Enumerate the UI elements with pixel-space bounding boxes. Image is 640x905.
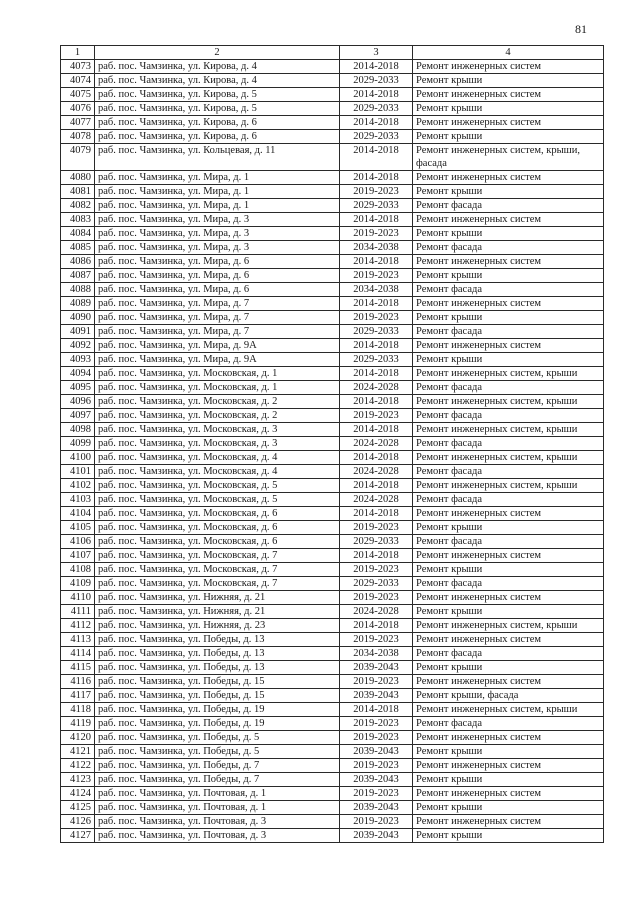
address-cell: раб. пос. Чамзинка, ул. Московская, д. 7 <box>95 577 340 591</box>
period-cell: 2014-2018 <box>340 507 413 521</box>
period-cell: 2019-2023 <box>340 633 413 647</box>
row-number: 4124 <box>61 787 95 801</box>
column-header-work-type: 4 <box>413 46 604 60</box>
row-number: 4087 <box>61 269 95 283</box>
period-cell: 2029-2033 <box>340 199 413 213</box>
work-type-cell: Ремонт инженерных систем <box>413 549 604 563</box>
address-cell: раб. пос. Чамзинка, ул. Кирова, д. 5 <box>95 102 340 116</box>
work-type-cell: Ремонт инженерных систем, крыши <box>413 367 604 381</box>
work-type-cell: Ремонт инженерных систем <box>413 815 604 829</box>
work-type-cell: Ремонт крыши <box>413 801 604 815</box>
work-type-cell: Ремонт фасада <box>413 241 604 255</box>
table-row <box>61 269 604 283</box>
period-cell: 2014-2018 <box>340 88 413 102</box>
row-number: 4095 <box>61 381 95 395</box>
row-number: 4084 <box>61 227 95 241</box>
work-type-cell: Ремонт крыши <box>413 74 604 88</box>
address-cell: раб. пос. Чамзинка, ул. Мира, д. 9А <box>95 339 340 353</box>
period-cell: 2019-2023 <box>340 563 413 577</box>
address-cell: раб. пос. Чамзинка, ул. Мира, д. 1 <box>95 171 340 185</box>
column-header-number: 1 <box>61 46 95 60</box>
table-row <box>61 591 604 605</box>
row-number: 4101 <box>61 465 95 479</box>
row-number: 4080 <box>61 171 95 185</box>
address-cell: раб. пос. Чамзинка, ул. Почтовая, д. 1 <box>95 787 340 801</box>
work-type-cell: Ремонт фасада <box>413 577 604 591</box>
table-row <box>61 815 604 829</box>
period-cell: 2019-2023 <box>340 311 413 325</box>
period-cell: 2019-2023 <box>340 269 413 283</box>
address-cell: раб. пос. Чамзинка, ул. Московская, д. 3 <box>95 437 340 451</box>
address-cell: раб. пос. Чамзинка, ул. Кольцевая, д. 11 <box>95 144 340 171</box>
address-cell: раб. пос. Чамзинка, ул. Почтовая, д. 3 <box>95 829 340 843</box>
work-type-cell: Ремонт крыши <box>413 521 604 535</box>
address-cell: раб. пос. Чамзинка, ул. Московская, д. 4 <box>95 465 340 479</box>
period-cell: 2029-2033 <box>340 74 413 88</box>
table-row <box>61 759 604 773</box>
table-row <box>61 745 604 759</box>
table-row <box>61 325 604 339</box>
work-type-cell: Ремонт инженерных систем <box>413 60 604 74</box>
work-type-cell: Ремонт фасада <box>413 717 604 731</box>
row-number: 4088 <box>61 283 95 297</box>
address-cell: раб. пос. Чамзинка, ул. Победы, д. 19 <box>95 703 340 717</box>
row-number: 4089 <box>61 297 95 311</box>
address-cell: раб. пос. Чамзинка, ул. Мира, д. 3 <box>95 213 340 227</box>
work-type-cell: Ремонт крыши, фасада <box>413 689 604 703</box>
period-cell: 2029-2033 <box>340 353 413 367</box>
work-type-cell: Ремонт фасада <box>413 493 604 507</box>
table-row <box>61 731 604 745</box>
table-row <box>61 717 604 731</box>
row-number: 4126 <box>61 815 95 829</box>
table-row <box>61 605 604 619</box>
period-cell: 2019-2023 <box>340 731 413 745</box>
row-number: 4090 <box>61 311 95 325</box>
address-cell: раб. пос. Чамзинка, ул. Московская, д. 5 <box>95 479 340 493</box>
period-cell: 2024-2028 <box>340 437 413 451</box>
period-cell: 2014-2018 <box>340 479 413 493</box>
table-row <box>61 199 604 213</box>
period-cell: 2014-2018 <box>340 144 413 171</box>
period-cell: 2024-2028 <box>340 493 413 507</box>
row-number: 4091 <box>61 325 95 339</box>
row-number: 4117 <box>61 689 95 703</box>
table-row <box>61 144 604 171</box>
address-cell: раб. пос. Чамзинка, ул. Почтовая, д. 1 <box>95 801 340 815</box>
address-cell: раб. пос. Чамзинка, ул. Московская, д. 3 <box>95 423 340 437</box>
work-type-cell: Ремонт крыши <box>413 130 604 144</box>
table-row <box>61 395 604 409</box>
row-number: 4078 <box>61 130 95 144</box>
period-cell: 2019-2023 <box>340 591 413 605</box>
period-cell: 2034-2038 <box>340 283 413 297</box>
period-cell: 2029-2033 <box>340 130 413 144</box>
row-number: 4086 <box>61 255 95 269</box>
period-cell: 2019-2023 <box>340 409 413 423</box>
row-number: 4102 <box>61 479 95 493</box>
table-row <box>61 185 604 199</box>
work-type-cell: Ремонт инженерных систем, крыши <box>413 619 604 633</box>
table-row <box>61 227 604 241</box>
row-number: 4075 <box>61 88 95 102</box>
period-cell: 2039-2043 <box>340 801 413 815</box>
work-type-cell: Ремонт инженерных систем <box>413 116 604 130</box>
period-cell: 2024-2028 <box>340 381 413 395</box>
table-row <box>61 479 604 493</box>
address-cell: раб. пос. Чамзинка, ул. Мира, д. 6 <box>95 255 340 269</box>
address-cell: раб. пос. Чамзинка, ул. Московская, д. 6 <box>95 535 340 549</box>
row-number: 4123 <box>61 773 95 787</box>
address-cell: раб. пос. Чамзинка, ул. Кирова, д. 4 <box>95 60 340 74</box>
work-type-cell: Ремонт инженерных систем <box>413 297 604 311</box>
table-row <box>61 213 604 227</box>
table-row <box>61 283 604 297</box>
table-row <box>61 116 604 130</box>
table-row <box>61 171 604 185</box>
table-row <box>61 451 604 465</box>
address-cell: раб. пос. Чамзинка, ул. Победы, д. 7 <box>95 773 340 787</box>
table-row <box>61 437 604 451</box>
table-row <box>61 102 604 116</box>
work-type-cell: Ремонт крыши <box>413 269 604 283</box>
period-cell: 2014-2018 <box>340 367 413 381</box>
period-cell: 2039-2043 <box>340 773 413 787</box>
row-number: 4122 <box>61 759 95 773</box>
table-row <box>61 549 604 563</box>
address-cell: раб. пос. Чамзинка, ул. Мира, д. 3 <box>95 227 340 241</box>
address-cell: раб. пос. Чамзинка, ул. Нижняя, д. 21 <box>95 605 340 619</box>
address-cell: раб. пос. Чамзинка, ул. Победы, д. 13 <box>95 633 340 647</box>
table-row <box>61 535 604 549</box>
row-number: 4100 <box>61 451 95 465</box>
work-type-cell: Ремонт фасада <box>413 381 604 395</box>
row-number: 4116 <box>61 675 95 689</box>
period-cell: 2034-2038 <box>340 647 413 661</box>
table-row <box>61 339 604 353</box>
work-type-cell: Ремонт инженерных систем <box>413 88 604 102</box>
work-type-cell: Ремонт фасада <box>413 199 604 213</box>
address-cell: раб. пос. Чамзинка, ул. Московская, д. 7 <box>95 563 340 577</box>
work-type-cell: Ремонт инженерных систем, крыши <box>413 423 604 437</box>
row-number: 4099 <box>61 437 95 451</box>
table-row <box>61 787 604 801</box>
row-number: 4081 <box>61 185 95 199</box>
table-row <box>61 88 604 102</box>
table-row <box>61 577 604 591</box>
period-cell: 2014-2018 <box>340 213 413 227</box>
work-type-cell: Ремонт крыши <box>413 745 604 759</box>
work-type-cell: Ремонт инженерных систем <box>413 787 604 801</box>
address-cell: раб. пос. Чамзинка, ул. Мира, д. 7 <box>95 297 340 311</box>
address-cell: раб. пос. Чамзинка, ул. Мира, д. 3 <box>95 241 340 255</box>
table-row <box>61 423 604 437</box>
period-cell: 2019-2023 <box>340 815 413 829</box>
row-number: 4108 <box>61 563 95 577</box>
address-cell: раб. пос. Чамзинка, ул. Московская, д. 1 <box>95 381 340 395</box>
row-number: 4113 <box>61 633 95 647</box>
period-cell: 2014-2018 <box>340 297 413 311</box>
row-number: 4094 <box>61 367 95 381</box>
work-type-cell: Ремонт крыши <box>413 353 604 367</box>
address-cell: раб. пос. Чамзинка, ул. Нижняя, д. 23 <box>95 619 340 633</box>
work-type-cell: Ремонт крыши <box>413 773 604 787</box>
work-type-cell: Ремонт крыши <box>413 185 604 199</box>
table-row <box>61 661 604 675</box>
work-type-cell: Ремонт фасада <box>413 437 604 451</box>
address-cell: раб. пос. Чамзинка, ул. Победы, д. 13 <box>95 647 340 661</box>
address-cell: раб. пос. Чамзинка, ул. Победы, д. 15 <box>95 689 340 703</box>
period-cell: 2014-2018 <box>340 60 413 74</box>
address-cell: раб. пос. Чамзинка, ул. Кирова, д. 5 <box>95 88 340 102</box>
address-cell: раб. пос. Чамзинка, ул. Кирова, д. 6 <box>95 116 340 130</box>
page-number: 81 <box>575 22 587 36</box>
address-cell: раб. пос. Чамзинка, ул. Победы, д. 13 <box>95 661 340 675</box>
work-type-cell: Ремонт инженерных систем, крыши <box>413 703 604 717</box>
table-row <box>61 74 604 88</box>
row-number: 4121 <box>61 745 95 759</box>
row-number: 4083 <box>61 213 95 227</box>
address-cell: раб. пос. Чамзинка, ул. Кирова, д. 6 <box>95 130 340 144</box>
period-cell: 2039-2043 <box>340 661 413 675</box>
work-type-cell: Ремонт крыши <box>413 605 604 619</box>
table-row <box>61 311 604 325</box>
work-type-cell: Ремонт крыши <box>413 102 604 116</box>
period-cell: 2014-2018 <box>340 619 413 633</box>
work-type-cell: Ремонт крыши <box>413 311 604 325</box>
period-cell: 2039-2043 <box>340 829 413 843</box>
table-row <box>61 353 604 367</box>
row-number: 4107 <box>61 549 95 563</box>
period-cell: 2029-2033 <box>340 325 413 339</box>
work-type-cell: Ремонт инженерных систем <box>413 213 604 227</box>
work-type-cell: Ремонт фасада <box>413 283 604 297</box>
row-number: 4111 <box>61 605 95 619</box>
row-number: 4104 <box>61 507 95 521</box>
row-number: 4097 <box>61 409 95 423</box>
work-type-cell: Ремонт инженерных систем <box>413 507 604 521</box>
row-number: 4076 <box>61 102 95 116</box>
table-row <box>61 563 604 577</box>
address-cell: раб. пос. Чамзинка, ул. Московская, д. 6 <box>95 521 340 535</box>
period-cell: 2019-2023 <box>340 521 413 535</box>
row-number: 4093 <box>61 353 95 367</box>
registry-table <box>60 45 604 843</box>
address-cell: раб. пос. Чамзинка, ул. Московская, д. 1 <box>95 367 340 381</box>
table-row <box>61 493 604 507</box>
table-row <box>61 521 604 535</box>
work-type-cell: Ремонт крыши <box>413 661 604 675</box>
address-cell: раб. пос. Чамзинка, ул. Победы, д. 7 <box>95 759 340 773</box>
table-row <box>61 130 604 144</box>
address-cell: раб. пос. Чамзинка, ул. Победы, д. 5 <box>95 731 340 745</box>
column-header-period: 3 <box>340 46 413 60</box>
address-cell: раб. пос. Чамзинка, ул. Нижняя, д. 21 <box>95 591 340 605</box>
column-header-address: 2 <box>95 46 340 60</box>
period-cell: 2014-2018 <box>340 423 413 437</box>
table-row <box>61 367 604 381</box>
period-cell: 2014-2018 <box>340 395 413 409</box>
table-row <box>61 773 604 787</box>
row-number: 4074 <box>61 74 95 88</box>
address-cell: раб. пос. Чамзинка, ул. Почтовая, д. 3 <box>95 815 340 829</box>
period-cell: 2019-2023 <box>340 787 413 801</box>
period-cell: 2039-2043 <box>340 689 413 703</box>
work-type-cell: Ремонт инженерных систем <box>413 255 604 269</box>
work-type-cell: Ремонт инженерных систем, крыши, фасада <box>413 144 604 171</box>
row-number: 4073 <box>61 60 95 74</box>
address-cell: раб. пос. Чамзинка, ул. Московская, д. 2 <box>95 409 340 423</box>
work-type-cell: Ремонт крыши <box>413 563 604 577</box>
work-type-cell: Ремонт фасада <box>413 465 604 479</box>
table-row <box>61 619 604 633</box>
table-row <box>61 633 604 647</box>
period-cell: 2014-2018 <box>340 549 413 563</box>
work-type-cell: Ремонт инженерных систем <box>413 731 604 745</box>
address-cell: раб. пос. Чамзинка, ул. Мира, д. 7 <box>95 325 340 339</box>
row-number: 4114 <box>61 647 95 661</box>
row-number: 4119 <box>61 717 95 731</box>
table-row <box>61 381 604 395</box>
work-type-cell: Ремонт инженерных систем, крыши <box>413 451 604 465</box>
table-row <box>61 675 604 689</box>
period-cell: 2014-2018 <box>340 255 413 269</box>
period-cell: 2029-2033 <box>340 535 413 549</box>
table-row <box>61 703 604 717</box>
address-cell: раб. пос. Чамзинка, ул. Мира, д. 9А <box>95 353 340 367</box>
period-cell: 2029-2033 <box>340 577 413 591</box>
table-row <box>61 465 604 479</box>
period-cell: 2014-2018 <box>340 451 413 465</box>
work-type-cell: Ремонт фасада <box>413 535 604 549</box>
table-row <box>61 507 604 521</box>
work-type-cell: Ремонт инженерных систем <box>413 675 604 689</box>
table-row <box>61 801 604 815</box>
period-cell: 2029-2033 <box>340 102 413 116</box>
row-number: 4115 <box>61 661 95 675</box>
address-cell: раб. пос. Чамзинка, ул. Московская, д. 4 <box>95 451 340 465</box>
work-type-cell: Ремонт инженерных систем <box>413 633 604 647</box>
table-header-row <box>61 46 604 60</box>
address-cell: раб. пос. Чамзинка, ул. Победы, д. 19 <box>95 717 340 731</box>
address-cell: раб. пос. Чамзинка, ул. Мира, д. 1 <box>95 199 340 213</box>
period-cell: 2014-2018 <box>340 339 413 353</box>
row-number: 4085 <box>61 241 95 255</box>
period-cell: 2019-2023 <box>340 227 413 241</box>
row-number: 4105 <box>61 521 95 535</box>
row-number: 4082 <box>61 199 95 213</box>
address-cell: раб. пос. Чамзинка, ул. Победы, д. 15 <box>95 675 340 689</box>
table-row <box>61 297 604 311</box>
row-number: 4098 <box>61 423 95 437</box>
row-number: 4079 <box>61 144 95 171</box>
address-cell: раб. пос. Чамзинка, ул. Московская, д. 6 <box>95 507 340 521</box>
row-number: 4112 <box>61 619 95 633</box>
row-number: 4109 <box>61 577 95 591</box>
period-cell: 2014-2018 <box>340 171 413 185</box>
period-cell: 2014-2018 <box>340 116 413 130</box>
work-type-cell: Ремонт фасада <box>413 409 604 423</box>
period-cell: 2019-2023 <box>340 675 413 689</box>
address-cell: раб. пос. Чамзинка, ул. Московская, д. 7 <box>95 549 340 563</box>
period-cell: 2014-2018 <box>340 703 413 717</box>
work-type-cell: Ремонт инженерных систем, крыши <box>413 479 604 493</box>
row-number: 4125 <box>61 801 95 815</box>
row-number: 4103 <box>61 493 95 507</box>
period-cell: 2024-2028 <box>340 605 413 619</box>
period-cell: 2024-2028 <box>340 465 413 479</box>
work-type-cell: Ремонт инженерных систем <box>413 339 604 353</box>
table-row <box>61 60 604 74</box>
work-type-cell: Ремонт инженерных систем <box>413 171 604 185</box>
row-number: 4118 <box>61 703 95 717</box>
address-cell: раб. пос. Чамзинка, ул. Победы, д. 5 <box>95 745 340 759</box>
row-number: 4092 <box>61 339 95 353</box>
row-number: 4077 <box>61 116 95 130</box>
period-cell: 2039-2043 <box>340 745 413 759</box>
work-type-cell: Ремонт инженерных систем, крыши <box>413 395 604 409</box>
table-row <box>61 829 604 843</box>
work-type-cell: Ремонт инженерных систем <box>413 591 604 605</box>
work-type-cell: Ремонт инженерных систем <box>413 759 604 773</box>
address-cell: раб. пос. Чамзинка, ул. Мира, д. 1 <box>95 185 340 199</box>
table-body <box>61 60 604 843</box>
period-cell: 2034-2038 <box>340 241 413 255</box>
work-type-cell: Ремонт фасада <box>413 647 604 661</box>
row-number: 4110 <box>61 591 95 605</box>
address-cell: раб. пос. Чамзинка, ул. Мира, д. 7 <box>95 311 340 325</box>
period-cell: 2019-2023 <box>340 759 413 773</box>
address-cell: раб. пос. Чамзинка, ул. Мира, д. 6 <box>95 269 340 283</box>
period-cell: 2019-2023 <box>340 717 413 731</box>
row-number: 4120 <box>61 731 95 745</box>
table-row <box>61 689 604 703</box>
table-row <box>61 647 604 661</box>
work-type-cell: Ремонт фасада <box>413 325 604 339</box>
row-number: 4096 <box>61 395 95 409</box>
work-type-cell: Ремонт крыши <box>413 829 604 843</box>
address-cell: раб. пос. Чамзинка, ул. Московская, д. 2 <box>95 395 340 409</box>
address-cell: раб. пос. Чамзинка, ул. Мира, д. 6 <box>95 283 340 297</box>
table-row <box>61 409 604 423</box>
address-cell: раб. пос. Чамзинка, ул. Московская, д. 5 <box>95 493 340 507</box>
table-row <box>61 255 604 269</box>
table-row <box>61 241 604 255</box>
period-cell: 2019-2023 <box>340 185 413 199</box>
address-cell: раб. пос. Чамзинка, ул. Кирова, д. 4 <box>95 74 340 88</box>
row-number: 4106 <box>61 535 95 549</box>
work-type-cell: Ремонт крыши <box>413 227 604 241</box>
row-number: 4127 <box>61 829 95 843</box>
